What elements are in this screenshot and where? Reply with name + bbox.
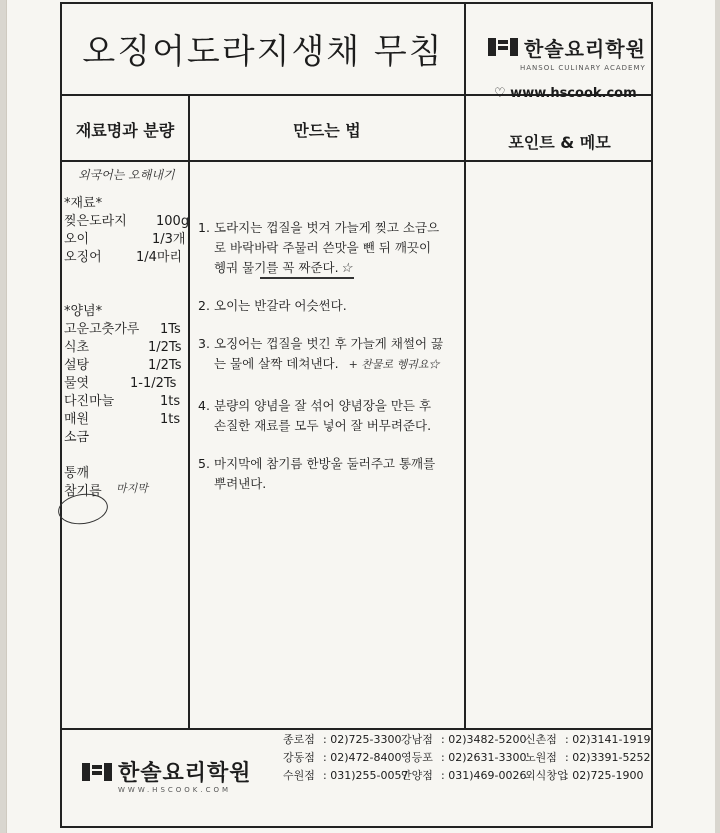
brand-name: 한솔요리학원 — [524, 36, 646, 61]
title-brand-divider — [464, 2, 466, 94]
handwritten-underline — [260, 277, 354, 279]
footer-logo-icon — [82, 761, 112, 783]
branch-item: 노원점 : 02)3391-5252 — [525, 751, 651, 764]
branch-item: 강동점 : 02)472-8400 — [283, 751, 402, 764]
branch-item: 수원점 : 031)255-0057 — [283, 769, 409, 782]
branch-item: 강남점 : 02)3482-5200 — [401, 733, 527, 746]
col-header-ingredients: 재료명과 분량 — [75, 120, 175, 140]
star-icon: ☆ — [340, 261, 353, 276]
col-header-method: 만드는 법 — [293, 120, 361, 140]
branch-item: 신촌점 : 02)3141-1919 — [525, 733, 651, 746]
footer-divider — [60, 728, 653, 730]
branch-item: 외식창업: 02)725-1900 — [525, 769, 644, 782]
brand-header — [488, 32, 648, 62]
footer-brand — [82, 756, 252, 787]
branch-item: 안양점 : 031)469-0026 — [401, 769, 527, 782]
brand-logo-icon — [488, 36, 518, 58]
col-header-notes: 포인트 & 메모 — [508, 132, 611, 152]
branch-item: 영등포 : 02)2631-3300 — [401, 751, 527, 764]
website-url: ♡ www.hscook.com — [494, 86, 637, 101]
handwritten-top-note: 외국어는 오해내기 — [78, 168, 175, 182]
column-divider-1 — [188, 96, 190, 729]
footer-brand-name: 한솔요리학원 — [118, 761, 252, 786]
handwritten-step3-note: + 찬물로 헹궈요☆ — [348, 358, 440, 371]
brand-subtitle: HANSOL CULINARY ACADEMY — [520, 64, 646, 72]
recipe-title: 오징어도라지생채 무침 — [82, 31, 444, 72]
handwritten-side-note: 마지막 — [116, 482, 148, 495]
branch-item: 종로점 : 02)725-3300 — [283, 733, 402, 746]
footer-url: WWW.HSCOOK.COM — [118, 786, 232, 794]
column-divider-2 — [464, 96, 466, 729]
